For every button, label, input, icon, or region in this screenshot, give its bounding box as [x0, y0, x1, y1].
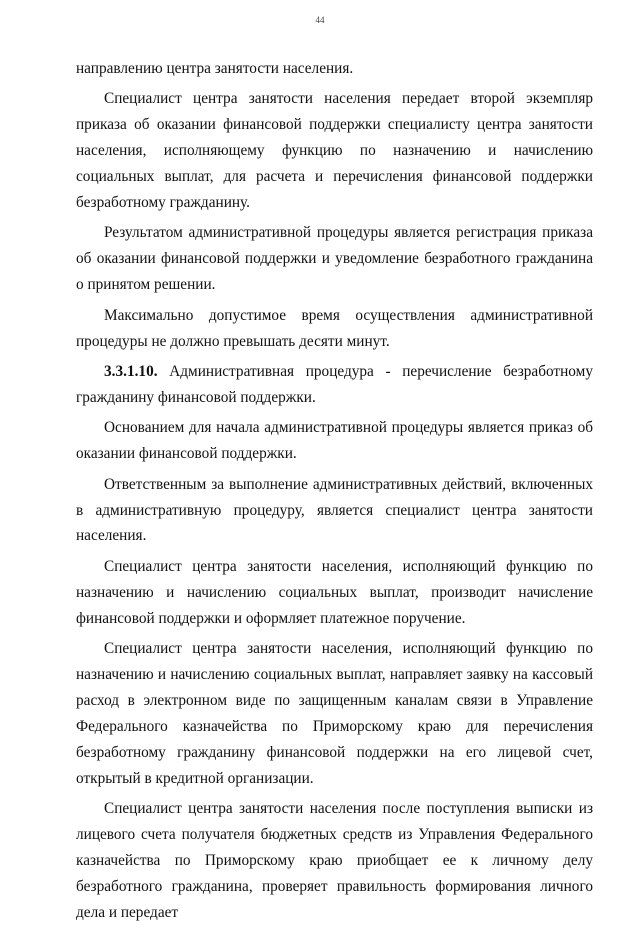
paragraph-6: Основанием для начала административной процедуры является приказ об оказании финансовой поддержки. [76, 419, 593, 463]
paragraph-5-section-heading [76, 359, 593, 411]
paragraph-7: Ответственным за выполнение административных действий, включенных в административную процедуру, является специалист центра занятости населения. [76, 475, 593, 545]
section-heading-text: Административная процедура - перечисление безработному гражданину финансовой поддержки. [76, 362, 593, 406]
paragraph-9: Специалист центра занятости населения, исполняющий функцию по назначению и начислению социальных выплат, направляет заявку на кассовый расход в электронном виде по защищенным каналам связи в Управление Федерального казначейства по Приморскому краю для перечисления безработному гражданину финансовой поддержки на его лицевой счет, открытый в кредитной организации. [76, 640, 593, 787]
paragraph-1: направлению центра занятости населения. [76, 60, 354, 77]
document-body [76, 56, 593, 930]
paragraph-3: Результатом административной процедуры является регистрация приказа об оказании финансовой поддержки и уведомление безработного гражданина о принятом решении. [76, 224, 593, 294]
page-number: 44 [315, 15, 325, 25]
paragraph-4: Максимально допустимое время осуществления административной процедуры не должно превышать десяти минут. [76, 306, 593, 350]
paragraph-10: Специалист центра занятости населения после поступления выписки из лицевого счета получателя бюджетных средств из Управления Федерального казначейства по Приморскому краю приобщает ее к личному делу безработного гражданина, проверяет правильность формирования личного дела и передает [76, 799, 593, 921]
paragraph-2: Специалист центра занятости населения передает второй экземпляр приказа об оказании финансовой поддержки специалисту центра занятости населения, исполняющему функцию по назначению и начислению социальных выплат, для расчета и перечисления финансовой поддержки безработному гражданину. [76, 90, 593, 212]
section-number: 3.3.1.10. [104, 362, 158, 380]
paragraph-8: Специалист центра занятости населения, исполняющий функцию по назначению и начислению социальных выплат, производит начисление финансовой поддержки и оформляет платежное поручение. [76, 557, 593, 627]
